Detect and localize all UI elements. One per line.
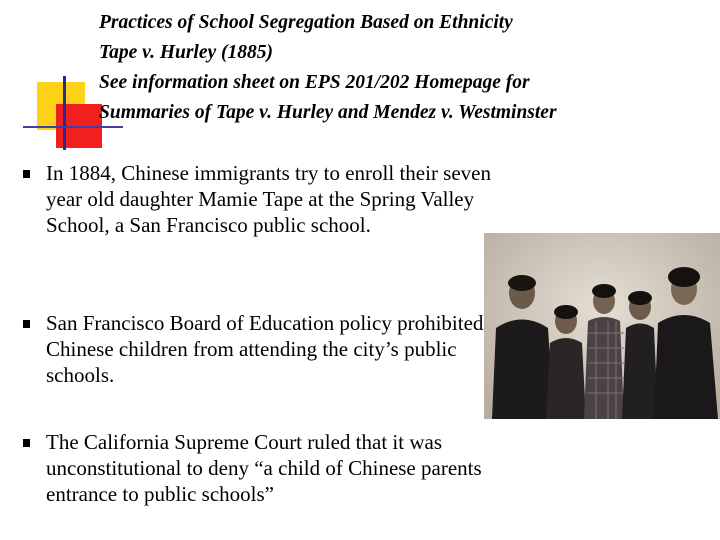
title-line-4: Summaries of Tape v. Hurley and Mendez v. Westminster xyxy=(99,102,557,123)
title-line-1: Practices of School Segregation Based on Ethnicity xyxy=(99,12,513,33)
bullet-text: The California Supreme Court ruled that it was unconstitutional to deny “a child of Chinese parents entrance to public schools” xyxy=(46,430,482,506)
slide-title xyxy=(99,8,709,128)
family-photo xyxy=(484,233,720,419)
bullet-text: In 1884, Chinese immigrants try to enroll their seven year old daughter Mamie Tape at the Spring Valley School, a San Francisco public school. xyxy=(46,161,491,237)
bullet-square-icon xyxy=(23,439,30,447)
title-line-2: Tape v. Hurley (1885) xyxy=(99,42,274,63)
decorative-vertical-line xyxy=(63,76,66,150)
title-line-3: See information sheet on EPS 201/202 Homepage for xyxy=(99,72,530,93)
bullet-square-icon xyxy=(23,170,30,178)
bullet-text: San Francisco Board of Education policy prohibited Chinese children from attending the city’s public schools. xyxy=(46,311,484,387)
family-photo-icon xyxy=(484,233,720,419)
bullet-square-icon xyxy=(23,320,30,328)
